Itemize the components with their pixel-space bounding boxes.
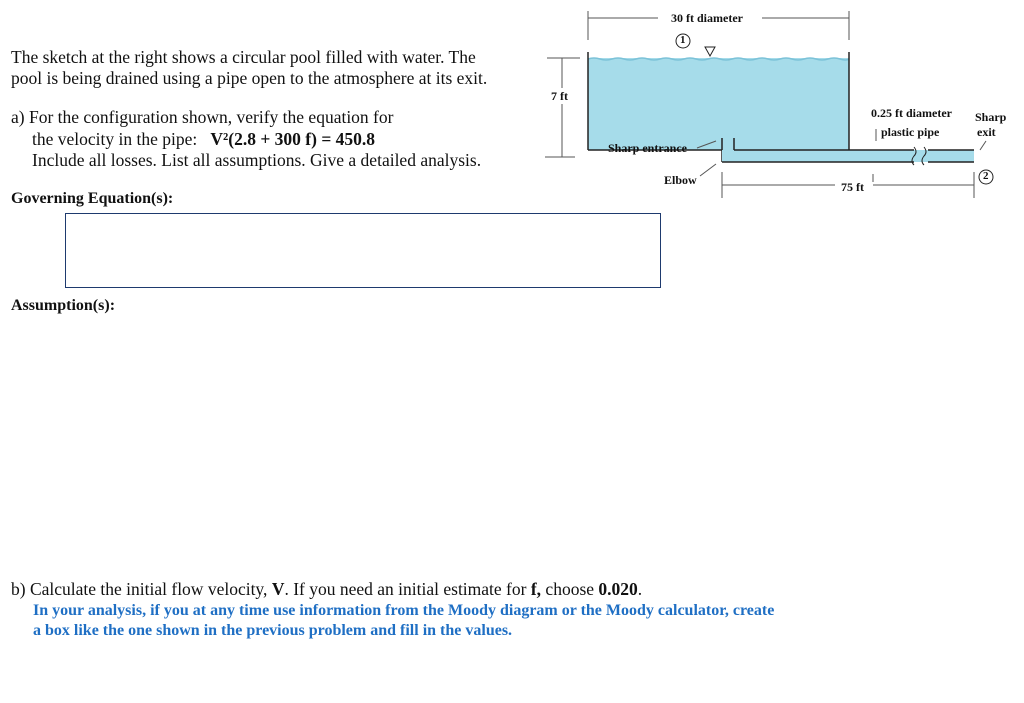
moody-note-line-1: In your analysis, if you at any time use information from the Moody diagram or the Moody calculator, create — [33, 602, 775, 619]
pool-water-bottom-right — [718, 136, 849, 150]
part-b-f: f, — [530, 579, 542, 599]
pool-water — [588, 58, 849, 136]
assumptions-heading: Assumption(s): — [11, 297, 116, 314]
water-surface-icon — [705, 47, 715, 56]
intro-line-2: pool is being drained using a pipe open to the atmosphere at its exit. — [11, 68, 488, 88]
sharp-exit-label-1: Sharp — [975, 110, 1007, 124]
part-a-line-1: a) For the configuration shown, verify the equation for — [11, 107, 394, 127]
pool-diameter-label: 30 ft diameter — [671, 11, 743, 25]
part-b-middle: . If you need an initial estimate for — [284, 579, 527, 599]
sharp-exit-leader — [980, 141, 986, 150]
depth-label: 7 ft — [551, 89, 568, 103]
governing-equations-heading: Governing Equation(s): — [11, 190, 174, 207]
part-b-v: V — [271, 579, 285, 599]
pipe-length-label: 75 ft — [841, 180, 864, 194]
pipe-diameter-label: 0.25 ft diameter — [871, 106, 952, 120]
intro-line-1: The sketch at the right shows a circular pool filled with water. The — [11, 47, 476, 67]
part-a-line-3: Include all losses. List all assumptions. Give a detailed analysis. — [32, 150, 482, 170]
horizontal-pipe — [722, 150, 974, 162]
sharp-entrance-label: Sharp entrance — [608, 141, 687, 155]
point-1-label: 1 — [680, 34, 686, 46]
part-b-choose: choose — [545, 579, 595, 599]
part-b-prefix: b) Calculate the initial flow velocity, — [11, 579, 268, 599]
sharp-exit-label-2: exit — [977, 125, 996, 139]
elbow-leader — [700, 164, 716, 176]
velocity-equation: V²(2.8 + 300 f) = 450.8 — [210, 129, 376, 149]
part-a-line-2-prefix: the velocity in the pipe: — [32, 129, 198, 149]
moody-note-line-2: a box like the one shown in the previous problem and fill in the values. — [33, 622, 513, 639]
part-b-end: . — [637, 579, 643, 599]
elbow-label: Elbow — [664, 173, 697, 187]
point-2-label: 2 — [983, 170, 989, 182]
pipe-material-label: plastic pipe — [881, 125, 940, 139]
part-b-value: 0.020 — [598, 579, 638, 599]
